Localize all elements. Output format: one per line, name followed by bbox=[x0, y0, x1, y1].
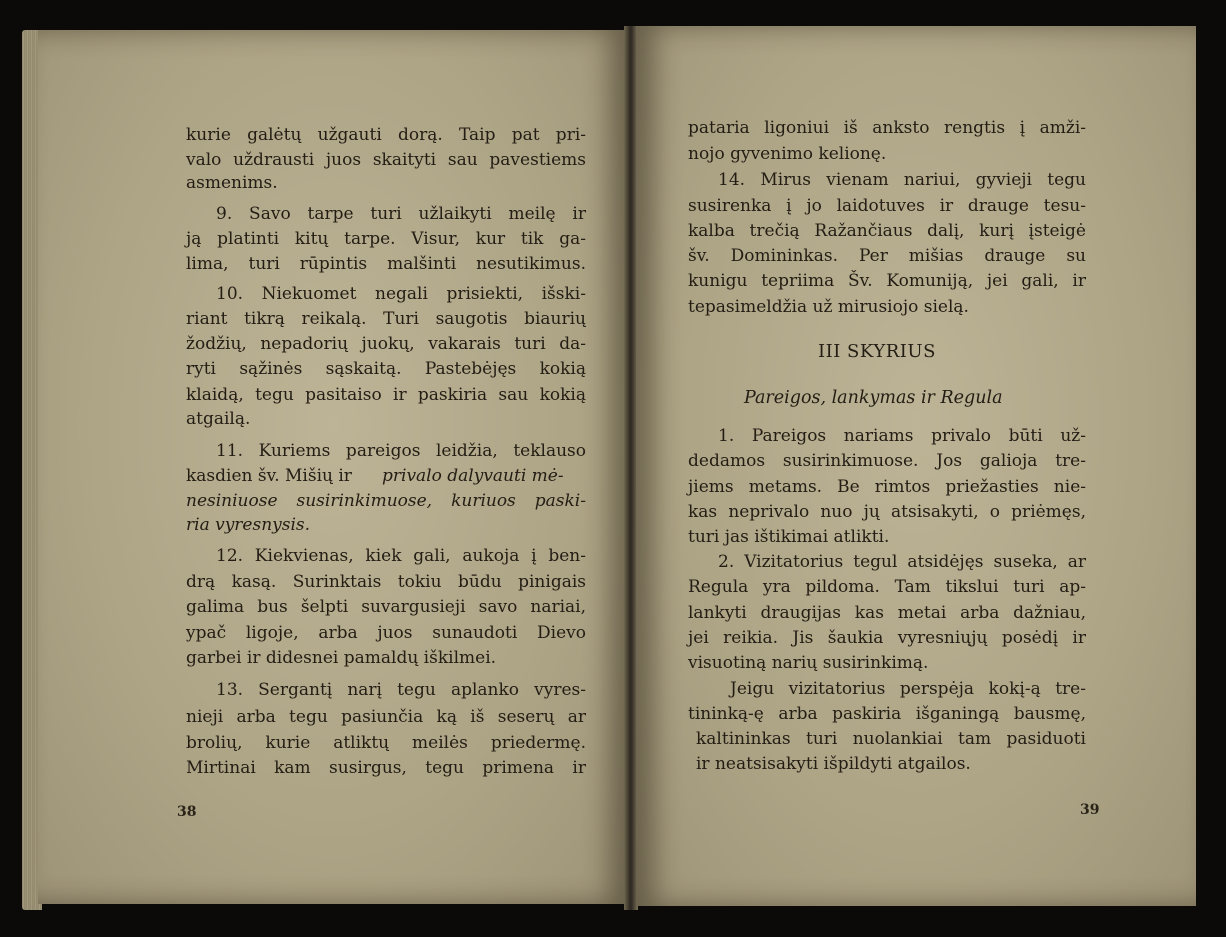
left-line-10: ryti sąžinės sąskaitą. Pastebėjęs kokią bbox=[186, 359, 586, 379]
page-number-left: 38 bbox=[177, 804, 197, 820]
right-line-6: šv. Domininkas. Per mišias drauge su bbox=[688, 246, 1086, 266]
right-line-17: jei reikia. Jis šaukia vyresniųjų posėdį ir bbox=[688, 628, 1086, 648]
right-line-15: Regula yra pildoma. Tam tikslui turi ap- bbox=[688, 577, 1086, 597]
page-number-right: 39 bbox=[1080, 802, 1100, 818]
left-line-17: 12. Kiekvienas, kiek gali, aukoja į ben- bbox=[216, 546, 586, 566]
left-line-18: drą kasą. Surinktais tokiu būdu pinigais bbox=[186, 572, 586, 592]
left-line-1: kurie galėtų užgauti dorą. Taip pat pri- bbox=[186, 125, 586, 145]
right-line-19: Jeigu vizitatorius perspėja kokį-ą tre- bbox=[730, 679, 1086, 699]
right-line-5: kalba trečią Ražančiaus dalį, kurį įsteigė bbox=[688, 221, 1086, 241]
right-line-11: jiems metams. Be rimtos priežasties nie- bbox=[688, 477, 1086, 497]
right-line-7: kunigu tepriima Šv. Komuniją, jei gali, ir bbox=[688, 271, 1086, 291]
right-line-13: turi jas ištikimai atlikti. bbox=[688, 527, 890, 547]
left-line-14-italic: privalo dalyvauti mė- bbox=[382, 466, 564, 486]
chapter-heading: III SKYRIUS bbox=[818, 341, 936, 362]
left-line-3: asmenims. bbox=[186, 173, 278, 193]
section-heading: Pareigos, lankymas ir Regula bbox=[744, 388, 1003, 408]
left-line-19: galima bus šelpti suvargusieji savo nariai, bbox=[186, 597, 586, 617]
left-line-22: 13. Sergantį narį tegu aplanko vyres- bbox=[216, 680, 586, 700]
left-line-15: nesiniuose susirinkimuose, kuriuos paski- bbox=[186, 491, 586, 511]
left-line-6: lima, turi rūpintis malšinti nesutikimus. bbox=[186, 254, 586, 274]
right-page bbox=[636, 26, 1196, 906]
right-line-20: tininką-ę arba paskiria išganingą bausmę, bbox=[688, 704, 1086, 724]
right-line-10: dedamos susirinkimuose. Jos galioja tre- bbox=[688, 451, 1086, 471]
left-line-2: valo uždrausti juos skaityti sau pavestiems bbox=[186, 150, 586, 170]
right-line-2: nojo gyvenimo kelionę. bbox=[688, 144, 887, 164]
right-line-8: tepasimeldžia už mirusiojo sielą. bbox=[688, 297, 969, 317]
left-line-20: ypač ligoje, arba juos sunaudoti Dievo bbox=[186, 623, 586, 643]
left-line-25: Mirtinai kam susirgus, tegu primena ir bbox=[186, 758, 586, 778]
right-line-4: susirenka į jo laidotuves ir drauge tesu- bbox=[688, 196, 1086, 216]
right-line-12: kas neprivalo nuo jų atsisakyti, o priėmęs, bbox=[688, 502, 1086, 522]
right-line-22: ir neatsisakyti išpildyti atgailos. bbox=[696, 754, 971, 774]
right-line-14: 2. Vizitatorius tegul atsidėjęs suseka, ar bbox=[718, 552, 1086, 572]
left-line-11: klaidą, tegu pasitaiso ir paskiria sau kokią bbox=[186, 385, 586, 405]
right-line-21: kaltininkas turi nuolankiai tam pasiduoti bbox=[696, 729, 1086, 749]
right-line-18: visuotiną narių susirinkimą. bbox=[688, 653, 929, 673]
left-line-21: garbei ir didesnei pamaldų iškilmei. bbox=[186, 648, 497, 668]
left-line-13: 11. Kuriems pareigos leidžia, teklauso bbox=[216, 441, 586, 461]
left-page bbox=[38, 30, 628, 904]
left-line-8: riant tikrą reikalą. Turi saugotis biaurių bbox=[186, 309, 586, 329]
left-line-5: ją platinti kitų tarpe. Visur, kur tik ga- bbox=[186, 229, 586, 249]
right-line-9: 1. Pareigos nariams privalo būti už- bbox=[718, 426, 1086, 446]
right-line-16: lankyti draugijas kas metai arba dažniau, bbox=[688, 603, 1086, 623]
left-line-16: ria vyresnysis. bbox=[186, 515, 311, 535]
left-line-9: žodžių, nepadorių juokų, vakarais turi da- bbox=[186, 334, 586, 354]
left-line-14: kasdien šv. Mišių ir bbox=[186, 466, 352, 486]
left-line-24: brolių, kurie atliktų meilės priedermę. bbox=[186, 733, 586, 753]
left-line-12: atgailą. bbox=[186, 409, 251, 429]
right-line-1: pataria ligoniui iš anksto rengtis į amži- bbox=[688, 118, 1086, 138]
right-line-3: 14. Mirus vienam nariui, gyvieji tegu bbox=[718, 170, 1086, 190]
left-line-23: nieji arba tegu pasiunčia ką iš seserų ar bbox=[186, 707, 586, 727]
left-line-7: 10. Niekuomet negali prisiekti, išski- bbox=[216, 284, 586, 304]
left-line-4: 9. Savo tarpe turi užlaikyti meilę ir bbox=[216, 204, 586, 224]
